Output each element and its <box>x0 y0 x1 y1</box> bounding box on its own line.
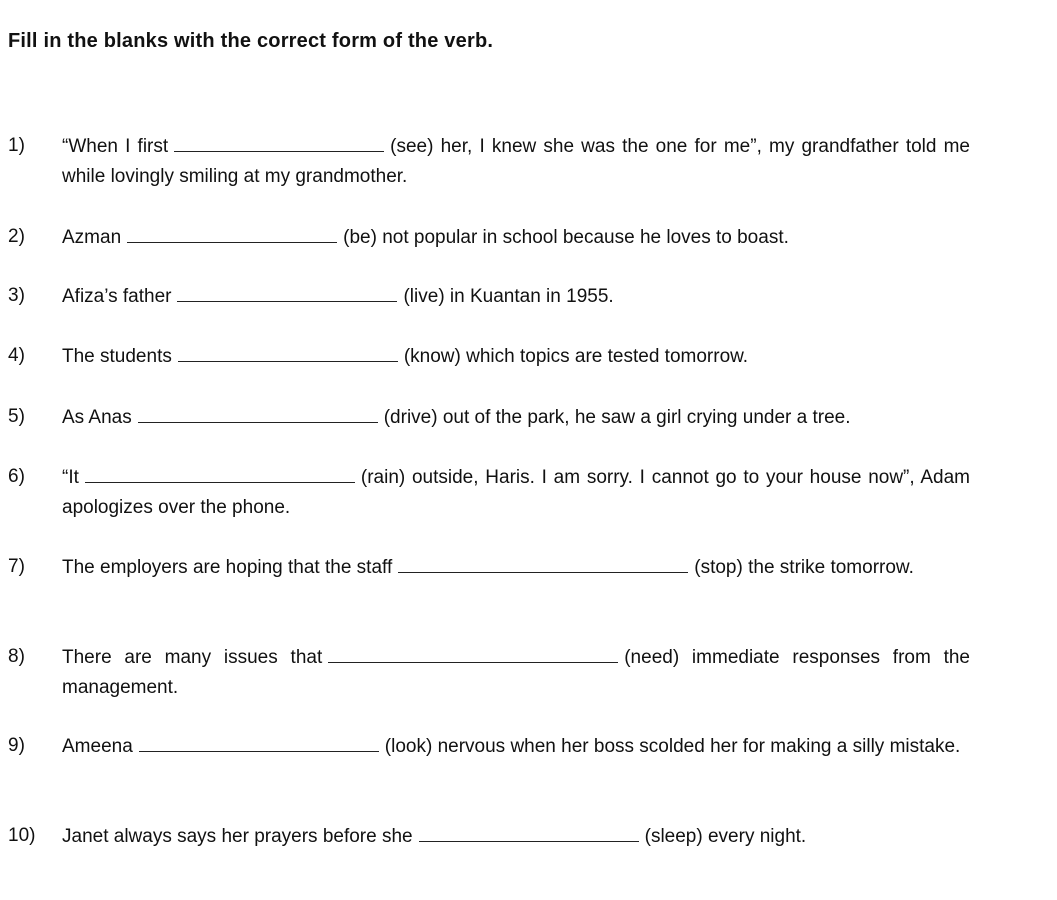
answer-blank[interactable] <box>178 341 398 362</box>
question-text-before: Janet always says her prayers before she <box>62 826 413 847</box>
question-text-before: “When I first <box>62 136 169 157</box>
question-text-after: (drive) out of the park, he saw a girl crying under a tree. <box>383 407 851 428</box>
question-text-before: The students <box>62 346 172 367</box>
question-number: 9) <box>8 735 25 756</box>
question-number: 5) <box>8 406 25 427</box>
question-2 <box>8 222 970 253</box>
question-3 <box>8 281 970 312</box>
question-text-after: (live) in Kuantan in 1955. <box>403 286 614 307</box>
question-9 <box>8 731 970 762</box>
answer-blank[interactable] <box>127 222 337 243</box>
question-number: 10) <box>8 825 36 846</box>
answer-blank[interactable] <box>177 281 397 302</box>
answer-blank[interactable] <box>174 131 384 152</box>
question-text-before: Ameena <box>62 736 133 757</box>
question-number: 4) <box>8 345 25 366</box>
question-8 <box>8 642 970 703</box>
answer-blank[interactable] <box>139 731 379 752</box>
question-text-after: (be) not popular in school because he loves to boast. <box>343 227 789 248</box>
question-number: 7) <box>8 556 25 577</box>
answer-blank[interactable] <box>138 402 378 423</box>
question-text-after: (look) nervous when her boss scolded her for making a silly mistake. <box>384 736 961 757</box>
question-10 <box>8 821 970 852</box>
question-number: 3) <box>8 285 25 306</box>
question-text-before: The employers are hoping that the staff <box>62 557 393 578</box>
question-text-before: As Anas <box>62 407 132 428</box>
worksheet-title: Fill in the blanks with the correct form of the verb. <box>8 30 494 52</box>
question-6 <box>8 462 970 523</box>
question-number: 1) <box>8 135 25 156</box>
answer-blank[interactable] <box>85 462 355 483</box>
question-text-after: (stop) the strike tomorrow. <box>694 557 914 578</box>
question-5 <box>8 402 970 433</box>
answer-blank[interactable] <box>328 642 618 663</box>
question-text-after: (see) her, I knew she was the one for me”, my grandfather told me while lovingly smiling at my grandmother. <box>62 136 970 187</box>
answer-blank[interactable] <box>419 821 639 842</box>
question-7 <box>8 552 970 583</box>
question-text-before: “It <box>62 467 79 488</box>
question-text-before: Afiza’s father <box>62 286 172 307</box>
answer-blank[interactable] <box>398 552 688 573</box>
question-text-before: Azman <box>62 227 122 248</box>
question-text-before: There are many issues that <box>62 647 323 668</box>
question-text-after: (know) which topics are tested tomorrow. <box>403 346 749 367</box>
question-number: 6) <box>8 466 25 487</box>
question-1 <box>8 131 970 192</box>
question-text-after: (rain) outside, Haris. I am sorry. I cannot go to your house now”, Adam apologizes over the phone. <box>62 467 970 518</box>
question-number: 2) <box>8 226 25 247</box>
question-text-after: (sleep) every night. <box>644 826 807 847</box>
question-number: 8) <box>8 646 25 667</box>
question-4 <box>8 341 970 372</box>
question-text-after: (need) immediate responses from the management. <box>62 647 970 698</box>
